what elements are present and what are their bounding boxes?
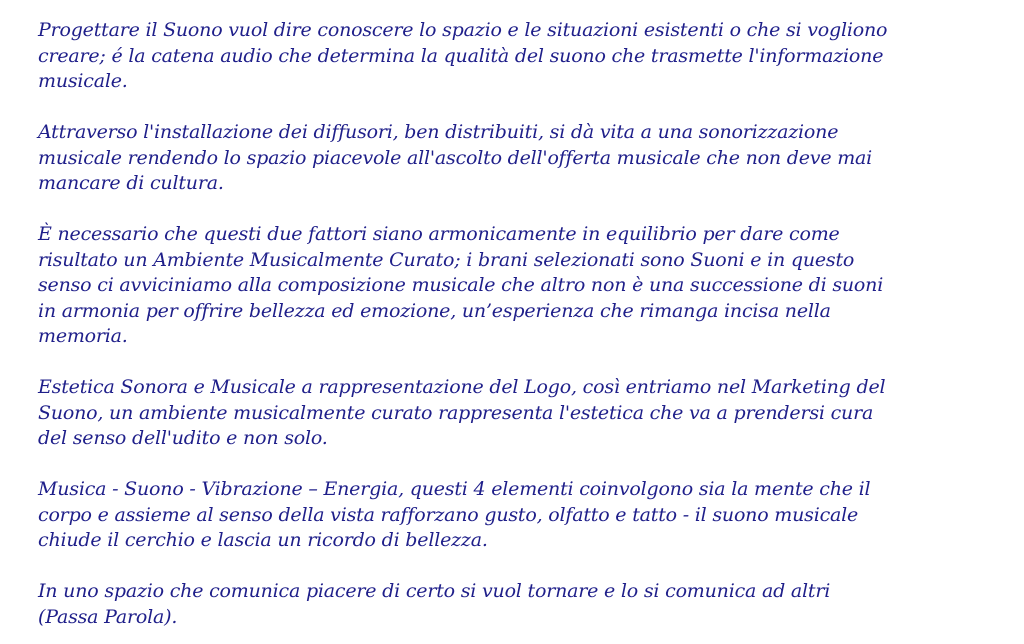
text-line: Suono, un ambiente musicalmente curato rappresenta l'estetica che va a prendersi cura [38,401,874,424]
text-line: Musica - Suono - Vibrazione – Energia, questi 4 elementi coinvolgono sia la mente che il [38,478,871,500]
text-line: In uno spazio che comunica piacere di certo si vuol tornare e lo si comunica ad altri [38,580,831,602]
text-line: in armonia per offrire bellezza ed emozione, un’esperienza che rimanga incisa nella [38,299,831,322]
text-line: musicale rendendo lo spazio piacevole all'ascolto dell'offerta musicale che non deve mai [38,146,873,169]
text-line: mancare di cultura. [38,172,224,194]
text-line: Progettare il Suono vuol dire conoscere lo spazio e le situazioni esistenti o che si vogliono [38,19,888,41]
paragraph-progettare-suono [38,18,1003,95]
text-line: musicale. [38,70,128,92]
text-line: È necessario che questi due fattori siano armonicamente in equilibrio per dare come [38,223,840,245]
text-line: creare; é la catena audio che determina la qualità del suono che trasmette l'informazione [38,44,884,67]
paragraph-musica-suono [38,477,1003,554]
text-line: (Passa Parola). [38,605,178,628]
text-line: Estetica Sonora e Musicale a rappresentazione del Logo, così entriamo nel Marketing del [38,376,886,398]
document-body [38,18,1003,630]
text-line: senso ci avviciniamo alla composizione musicale che altro non è una successione di suoni [38,274,884,296]
paragraph-equilibrio [38,222,1003,350]
text-line: del senso dell'udito e non solo. [38,427,328,449]
paragraph-diffusori [38,120,1003,197]
text-line: corpo e assieme al senso della vista rafforzano gusto, olfatto e tatto - il suono musicale [38,503,859,526]
text-line: risultato un Ambiente Musicalmente Curato; i brani selezionati sono Suoni e in questo [38,248,855,271]
paragraph-passa-parola [38,579,1003,630]
text-line: memoria. [38,325,128,347]
text-line: chiude il cerchio e lascia un ricordo di bellezza. [38,529,488,551]
paragraph-estetica-sonora [38,375,1003,452]
text-line: Attraverso l'installazione dei diffusori, ben distribuiti, si dà vita a una sonorizzazione [38,121,839,143]
